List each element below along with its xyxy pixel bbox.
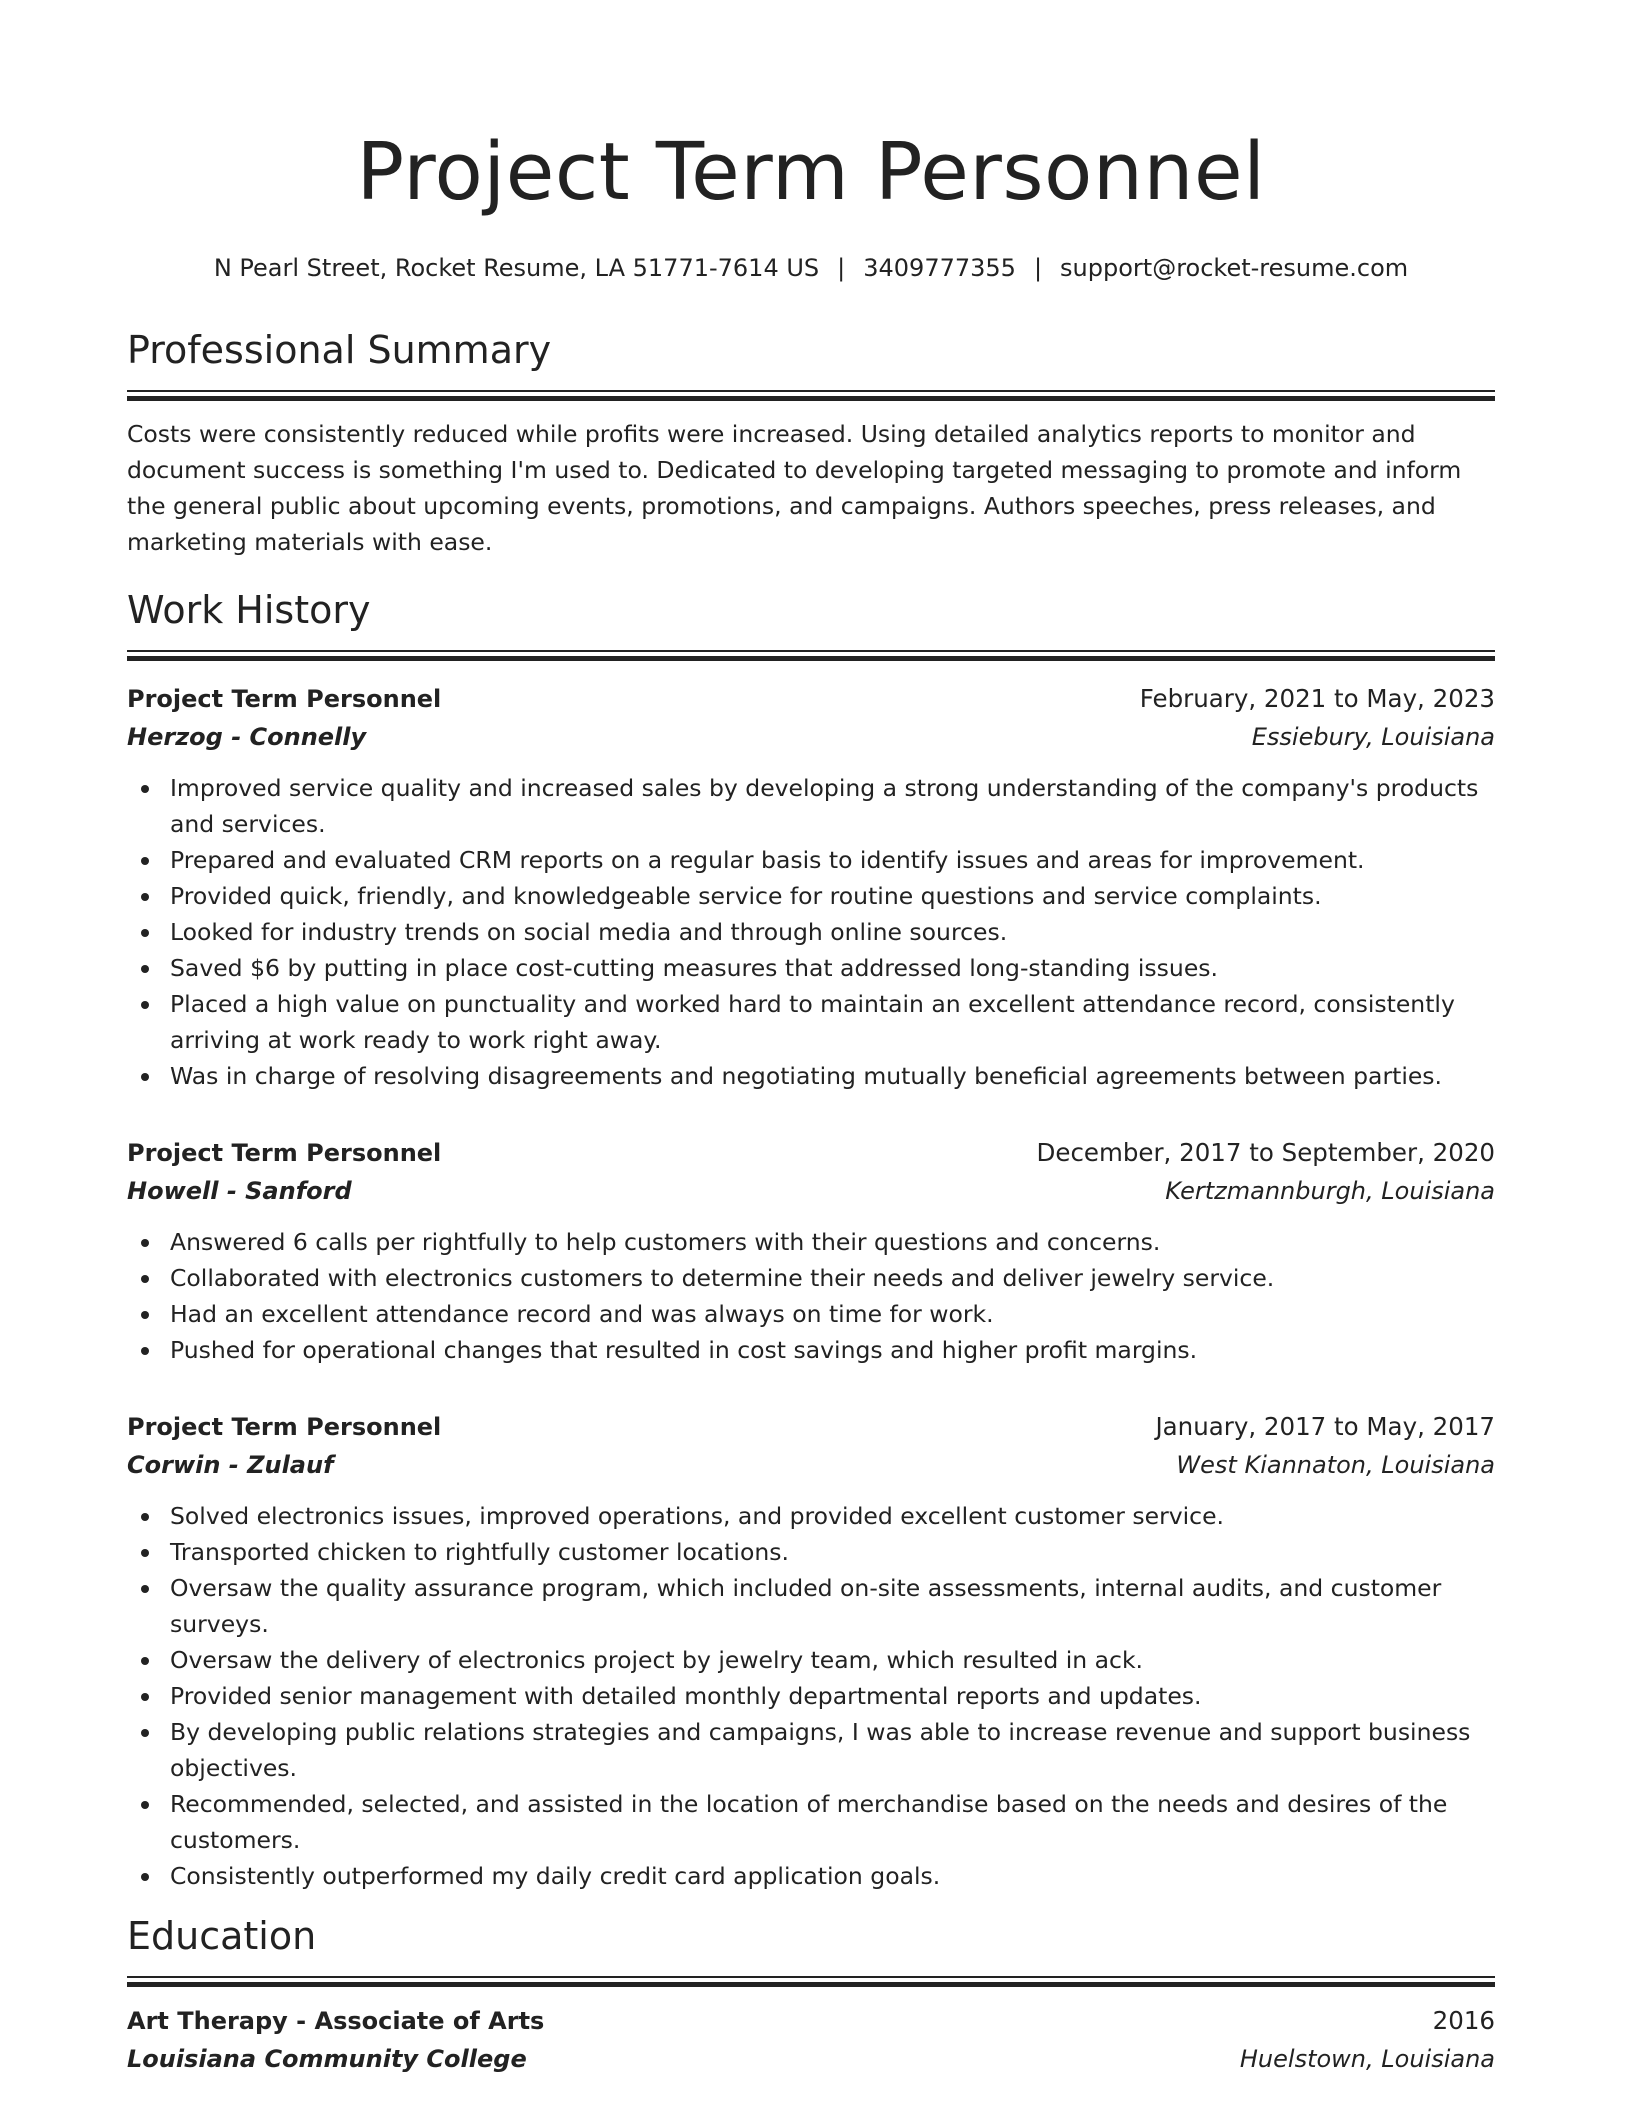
- job-bullet: Consistently outperformed my daily credit card application goals.: [170, 1858, 1495, 1894]
- job-company-row: [127, 718, 1495, 756]
- section-divider: [127, 1976, 1495, 1986]
- job-bullet: Oversaw the quality assurance program, which included on-site assessments, internal audits, and customer surveys.: [170, 1570, 1495, 1642]
- job-company: Corwin - Zulauf: [127, 1451, 334, 1479]
- section-divider: [127, 390, 1495, 400]
- job-bullet: Recommended, selected, and assisted in the location of merchandise based on the needs and desires of the customers.: [170, 1786, 1495, 1858]
- job-bullets: [127, 1224, 1495, 1368]
- job-title: Project Term Personnel: [127, 1139, 442, 1167]
- job-bullet: Provided senior management with detailed monthly departmental reports and updates.: [170, 1678, 1495, 1714]
- job-dates: February, 2021 to May, 2023: [1139, 684, 1495, 713]
- contact-separator: |: [1033, 254, 1043, 282]
- job-location: Kertzmannburgh, Louisiana: [1165, 1177, 1495, 1205]
- contact-line: [127, 252, 1495, 284]
- job-bullet: Answered 6 calls per rightfully to help customers with their questions and concerns.: [170, 1224, 1495, 1260]
- job-bullet: Pushed for operational changes that resulted in cost savings and higher profit margins.: [170, 1332, 1495, 1368]
- job-company-row: [127, 1446, 1495, 1484]
- job-entry: [127, 680, 1495, 1094]
- job-dates: January, 2017 to May, 2017: [1155, 1412, 1495, 1441]
- job-title: Project Term Personnel: [127, 1413, 442, 1441]
- resume-name: Project Term Personnel: [356, 126, 1266, 218]
- education-section: [127, 1914, 1495, 2078]
- job-header-row: [127, 680, 1495, 718]
- job-header-row: [127, 1408, 1495, 1446]
- education-header-row: [127, 2002, 1495, 2040]
- job-header-row: [127, 1134, 1495, 1172]
- job-bullet: Had an excellent attendance record and was always on time for work.: [170, 1296, 1495, 1332]
- job-company: Herzog - Connelly: [127, 723, 367, 751]
- section-title-work-history: Work History: [127, 588, 371, 632]
- job-location: West Kiannaton, Louisiana: [1176, 1451, 1495, 1479]
- section-divider: [127, 650, 1495, 660]
- job-bullets: [127, 1498, 1495, 1894]
- summary-section: [127, 328, 1495, 560]
- job-dates: December, 2017 to September, 2020: [1036, 1138, 1495, 1167]
- job-entry: [127, 1408, 1495, 1894]
- education-location: Huelstown, Louisiana: [1239, 2045, 1495, 2073]
- education-school: Louisiana Community College: [127, 2045, 527, 2073]
- contact-address: N Pearl Street, Rocket Resume, LA 51771-7614 US: [213, 254, 820, 282]
- work-history-section: [127, 588, 1495, 1894]
- resume-content: [127, 0, 1495, 2078]
- job-bullet: Provided quick, friendly, and knowledgeable service for routine questions and service complaints.: [170, 878, 1495, 914]
- section-title-summary: Professional Summary: [127, 328, 552, 372]
- section-title-education: Education: [127, 1914, 317, 1958]
- education-school-row: [127, 2040, 1495, 2078]
- job-title: Project Term Personnel: [127, 685, 442, 713]
- job-bullet: Was in charge of resolving disagreements and negotiating mutually beneficial agreements between parties.: [170, 1058, 1495, 1094]
- job-location: Essiebury, Louisiana: [1251, 723, 1495, 751]
- job-bullet: Oversaw the delivery of electronics project by jewelry team, which resulted in ack.: [170, 1642, 1495, 1678]
- job-bullet: Placed a high value on punctuality and worked hard to maintain an excellent attendance record, consistently arriving at work ready to work right away.: [170, 986, 1495, 1058]
- contact-email: support@rocket-resume.com: [1060, 254, 1409, 282]
- job-company: Howell - Sanford: [127, 1177, 352, 1205]
- job-bullet: Prepared and evaluated CRM reports on a regular basis to identify issues and areas for improvement.: [170, 842, 1495, 878]
- job-bullet: Solved electronics issues, improved operations, and provided excellent customer service.: [170, 1498, 1495, 1534]
- job-entry: [127, 1134, 1495, 1368]
- job-bullet: Saved $6 by putting in place cost-cutting measures that addressed long-standing issues.: [170, 950, 1495, 986]
- job-bullet: Improved service quality and increased sales by developing a strong understanding of the company's products and services.: [170, 770, 1495, 842]
- job-bullets: [127, 770, 1495, 1094]
- contact-phone: 3409777355: [863, 254, 1016, 282]
- education-entry: [127, 2002, 1495, 2078]
- education-year: 2016: [1432, 2006, 1495, 2035]
- summary-text: Costs were consistently reduced while profits were increased. Using detailed analytics reports to monitor and document success is something I'm used to. Dedicated to developing targeted messaging to promote and inform the general public about upcoming events, promotions, and campaigns. Authors speeches, press releases, and marketing materials with ease.: [127, 420, 1462, 556]
- job-bullet: Transported chicken to rightfully customer locations.: [170, 1534, 1495, 1570]
- job-bullet: Looked for industry trends on social media and through online sources.: [170, 914, 1495, 950]
- job-bullet: By developing public relations strategies and campaigns, I was able to increase revenue and support business objectives.: [170, 1714, 1495, 1786]
- education-degree: Art Therapy - Associate of Arts: [127, 2007, 545, 2035]
- job-company-row: [127, 1172, 1495, 1210]
- job-bullet: Collaborated with electronics customers to determine their needs and deliver jewelry service.: [170, 1260, 1495, 1296]
- contact-separator: |: [837, 254, 846, 282]
